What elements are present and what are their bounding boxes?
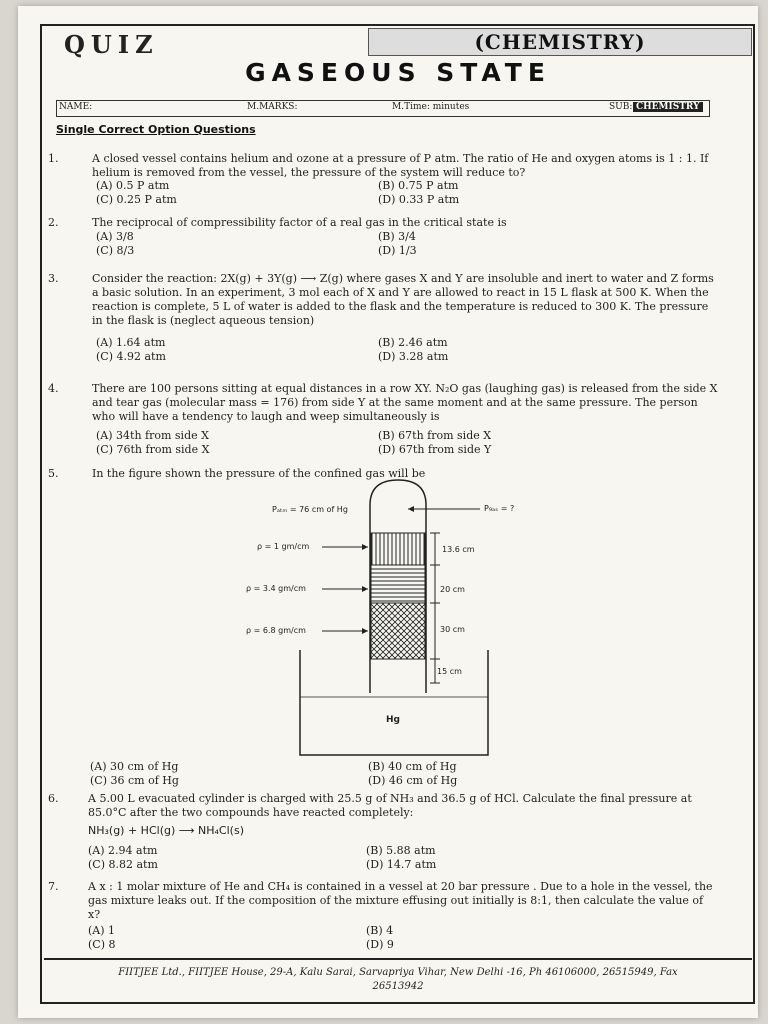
page-title: GASEOUS STATE: [245, 58, 551, 87]
option-c: (C) 76th from side X: [96, 443, 210, 456]
rho1-label: ρ = 1 gm/cm: [257, 542, 310, 551]
option-a: (A) 34th from side X: [96, 429, 209, 442]
option-c: (C) 8.82 atm: [88, 858, 158, 871]
option-a: (A) 3/8: [96, 230, 134, 243]
sub-value: CHEMISTRY: [633, 102, 703, 112]
option-a: (A) 30 cm of Hg: [90, 760, 179, 773]
option-d: (D) 1/3: [378, 244, 417, 257]
option-b: (B) 40 cm of Hg: [368, 760, 457, 773]
question-text: The reciprocal of compressibility factor of a real gas in the critical state is: [92, 216, 507, 229]
question-text: In the figure shown the pressure of the confined gas will be: [92, 467, 426, 480]
question-text: A closed vessel contains helium and ozone at a pressure of P atm. The ratio of He and oxygen atoms is 1 : 1. If helium is removed from the vessel, the pressure of the system will reduce to?: [92, 152, 709, 179]
option-d: (D) 0.33 P atm: [378, 193, 460, 206]
option-d: (D) 46 cm of Hg: [368, 774, 458, 787]
question-number: 7.: [48, 880, 59, 893]
option-b: (B) 0.75 P atm: [378, 179, 459, 192]
option-d: (D) 3.28 atm: [378, 350, 449, 363]
question-number: 6.: [48, 792, 59, 805]
height-13-label: 13.6 cm: [442, 545, 475, 554]
manometer-figure: [230, 475, 550, 765]
option-b: (B) 4: [366, 924, 394, 937]
rho2-label: ρ = 3.4 gm/cm: [246, 584, 306, 593]
footer-line-2: 26513942: [372, 981, 424, 992]
question-text: A 5.00 L evacuated cylinder is charged with 25.5 g of NH₃ and 36.5 g of HCl. Calculate the final pressure at 85.0°C after the two compounds have reacted completely:: [88, 792, 692, 819]
name-label: NAME:: [59, 102, 93, 112]
option-a: (A) 1.64 atm: [96, 336, 166, 349]
option-a: (A) 0.5 P atm: [96, 179, 170, 192]
header-row: [44, 28, 752, 58]
footer-address: [44, 958, 752, 994]
section-title: Single Correct Option Questions: [56, 123, 256, 136]
option-b: (B) 3/4: [378, 230, 416, 243]
option-a: (A) 1: [88, 924, 116, 937]
option-b: (B) 2.46 atm: [378, 336, 448, 349]
subject-box: (CHEMISTRY): [368, 28, 752, 56]
option-b: (B) 5.88 atm: [366, 844, 436, 857]
question-text: There are 100 persons sitting at equal distances in a row XY. N₂O gas (laughing gas) is released from the side X and tear gas (molecular mass = 176) from side Y at the same moment and at the same pressure. The person who will have a tendency to laugh and weep simultaneously is: [92, 382, 718, 423]
question-number: 5.: [48, 467, 59, 480]
option-c: (C) 8/3: [96, 244, 135, 257]
time-label: M.Time: minutes: [392, 102, 470, 112]
question-number: 1.: [48, 152, 59, 165]
option-b: (B) 67th from side X: [378, 429, 492, 442]
sub-label: SUB:: [609, 102, 633, 112]
question-number: 2.: [48, 216, 59, 229]
option-c: (C) 4.92 atm: [96, 350, 166, 363]
option-c: (C) 36 cm of Hg: [90, 774, 179, 787]
quiz-label: QUIZ: [64, 30, 159, 59]
question-text: A x : 1 molar mixture of He and CH₄ is contained in a vessel at 20 bar pressure . Due to a hole in the vessel, the gas mixture leaks out. If the composition of the mixture effusing out initially is 8:1, then calculate the value of x?: [88, 880, 713, 921]
question-number: 4.: [48, 382, 59, 395]
height-30-label: 30 cm: [440, 625, 465, 634]
question-number: 3.: [48, 272, 59, 285]
option-d: (D) 9: [366, 938, 394, 951]
hg-label: Hg: [386, 715, 400, 725]
pgas-label: P₉ₐₛ = ?: [484, 504, 515, 513]
option-d: (D) 14.7 atm: [366, 858, 437, 871]
option-a: (A) 2.94 atm: [88, 844, 158, 857]
height-20-label: 20 cm: [440, 585, 465, 594]
height-15-label: 15 cm: [437, 667, 462, 676]
option-c: (C) 0.25 P atm: [96, 193, 177, 206]
question-text: Consider the reaction: 2X(g) + 3Y(g) ⟶ Z(g) where gases X and Y are insoluble and inert to water and Z forms a basic solution. In an experiment, 3 mol each of X and Y are allowed to react in 15 L flask at 500 K. When the reaction is complete, 5 L of water is added to the flask and the temperature is reduced to 300 K. The pressure in the flask is (neglect aqueous tension): [92, 272, 714, 327]
marks-label: M.MARKS:: [247, 102, 298, 112]
patm-label: Pₐₜₘ = 76 cm of Hg: [272, 505, 348, 514]
rho3-label: ρ = 6.8 gm/cm: [246, 626, 306, 635]
reaction-equation: NH₃(g) + HCl(g) ⟶ NH₄Cl(s): [88, 824, 244, 837]
option-c: (C) 8: [88, 938, 116, 951]
footer-line-1: FIITJEE Ltd., FIITJEE House, 29-A, Kalu Sarai, Sarvapriya Vihar, New Delhi -16, Ph 46106000, 26515949, Fax: [118, 967, 678, 978]
info-row: [56, 100, 710, 117]
option-d: (D) 67th from side Y: [378, 443, 492, 456]
